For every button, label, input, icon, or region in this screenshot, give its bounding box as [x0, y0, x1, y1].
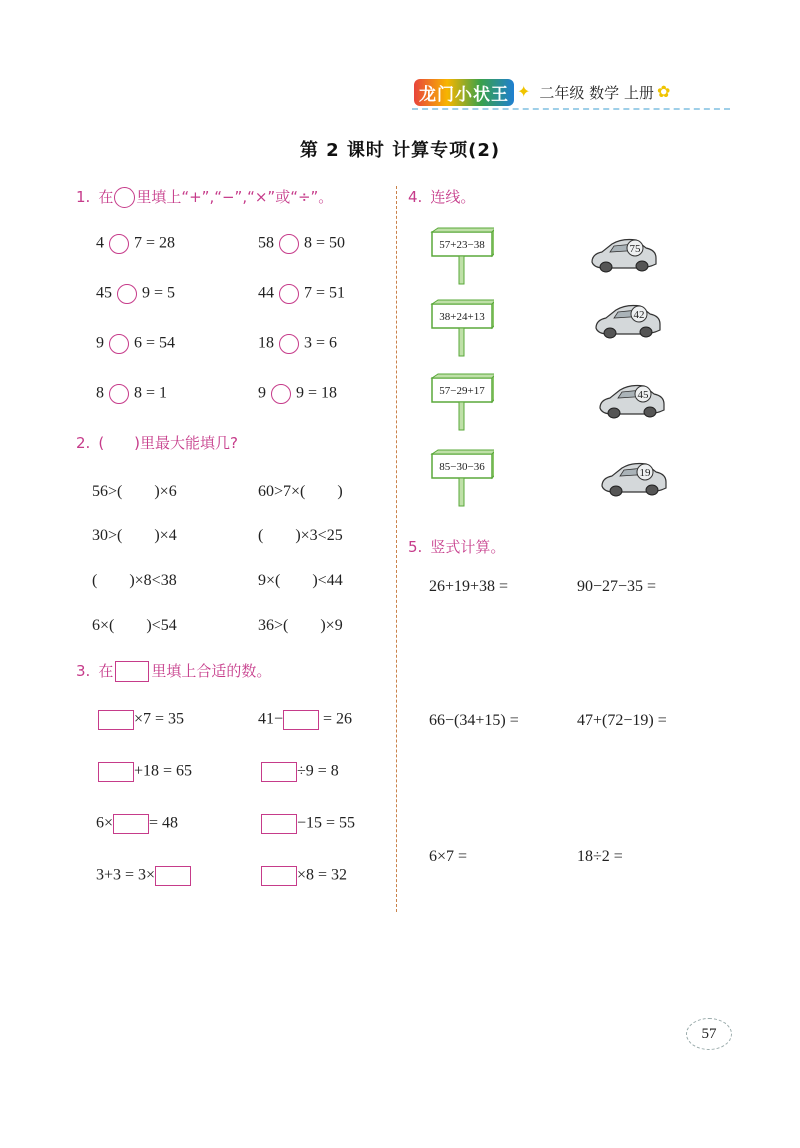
q2-item[interactable]: 6×( )<54	[92, 617, 177, 634]
q2-item[interactable]: 9×( )<44	[258, 572, 343, 589]
q2-item[interactable]: 30>( )×4	[92, 527, 177, 544]
q3-item[interactable]: 41− = 26	[258, 710, 352, 730]
number-blank[interactable]	[113, 814, 149, 834]
q5-item[interactable]: 6×7 =	[429, 848, 468, 865]
car-number: 19	[639, 467, 651, 479]
q2-item[interactable]: ( )×8<38	[92, 572, 177, 589]
book-subject: 二年级 数学 上册	[539, 83, 654, 102]
q3-item[interactable]: 3+3 = 3×	[96, 866, 191, 886]
header-divider	[412, 108, 730, 110]
star-icon: ✦	[517, 84, 531, 101]
q3-item[interactable]: −15 = 55	[261, 814, 355, 834]
car-icon[interactable]	[588, 232, 660, 278]
q2-item[interactable]: 60>7×( )	[258, 483, 343, 500]
q5-heading: 5. 竖式计算。	[408, 538, 506, 556]
number-blank[interactable]	[283, 710, 319, 730]
operator-blank[interactable]	[117, 284, 137, 304]
number-blank[interactable]	[155, 866, 191, 886]
q2-item[interactable]: 56>( )×6	[92, 483, 177, 500]
car-icon[interactable]	[596, 378, 668, 424]
q1-item[interactable]: 8 8 = 1	[96, 384, 167, 404]
column-divider	[396, 186, 397, 912]
sign-expression: 57+23−38	[439, 239, 485, 251]
car-icon[interactable]	[592, 298, 664, 344]
butterfly-icon: ✿	[656, 84, 671, 101]
q1-item[interactable]: 18 3 = 6	[258, 334, 337, 354]
q5-item[interactable]: 90−27−35 =	[577, 578, 657, 595]
circle-blank-icon	[114, 187, 135, 208]
sign-expression: 57−29+17	[439, 385, 485, 397]
number-blank[interactable]	[98, 710, 134, 730]
q3-item[interactable]: +18 = 65	[98, 762, 192, 782]
series-brand	[414, 80, 673, 104]
number-blank[interactable]	[261, 762, 297, 782]
number-blank[interactable]	[261, 814, 297, 834]
q1-item[interactable]: 9 9 = 18	[258, 384, 337, 404]
car-number: 75	[629, 243, 641, 255]
q3-item[interactable]: ×8 = 32	[261, 866, 347, 886]
operator-blank[interactable]	[109, 234, 129, 254]
operator-blank[interactable]	[279, 334, 299, 354]
q2-item[interactable]: ( )×3<25	[258, 527, 343, 544]
operator-blank[interactable]	[109, 334, 129, 354]
sign-expression: 38+24+13	[439, 311, 485, 323]
q5-item[interactable]: 26+19+38 =	[429, 578, 509, 595]
page-number: 57	[686, 1018, 732, 1050]
q1-item[interactable]: 9 6 = 54	[96, 334, 175, 354]
q5-item[interactable]: 18÷2 =	[577, 848, 623, 865]
q2-heading: 2. ( )里最大能填几?	[76, 434, 238, 452]
sign-expression: 85−30−36	[439, 461, 485, 473]
operator-blank[interactable]	[279, 284, 299, 304]
car-number: 42	[633, 309, 645, 321]
operator-blank[interactable]	[279, 234, 299, 254]
lesson-title: 第 2 课时 计算专项(2)	[299, 140, 501, 161]
q1-item[interactable]: 4 7 = 28	[96, 234, 175, 254]
q3-heading: 3. 在 里填上合适的数。	[76, 662, 272, 680]
car-icon[interactable]	[598, 456, 670, 502]
number-blank[interactable]	[98, 762, 134, 782]
q3-item[interactable]: 6× = 48	[96, 814, 178, 834]
operator-blank[interactable]	[109, 384, 129, 404]
q3-item[interactable]: ×7 = 35	[98, 710, 184, 730]
q2-item[interactable]: 36>( )×9	[258, 617, 343, 634]
q5-item[interactable]: 66−(34+15) =	[429, 712, 519, 729]
q1-item[interactable]: 44 7 = 51	[258, 284, 345, 304]
box-blank-icon	[115, 661, 149, 682]
number-blank[interactable]	[261, 866, 297, 886]
q1-item[interactable]: 45 9 = 5	[96, 284, 175, 304]
operator-blank[interactable]	[271, 384, 291, 404]
q5-item[interactable]: 47+(72−19) =	[577, 712, 667, 729]
car-number: 45	[637, 389, 649, 401]
series-logo: 龙门小状王	[414, 79, 514, 106]
q1-item[interactable]: 58 8 = 50	[258, 234, 345, 254]
q4-heading: 4. 连线。	[408, 188, 476, 206]
q3-item[interactable]: ÷9 = 8	[261, 762, 339, 782]
q1-heading: 1. 在 里填上“+”,“−”,“×”或“÷”。	[76, 188, 334, 206]
